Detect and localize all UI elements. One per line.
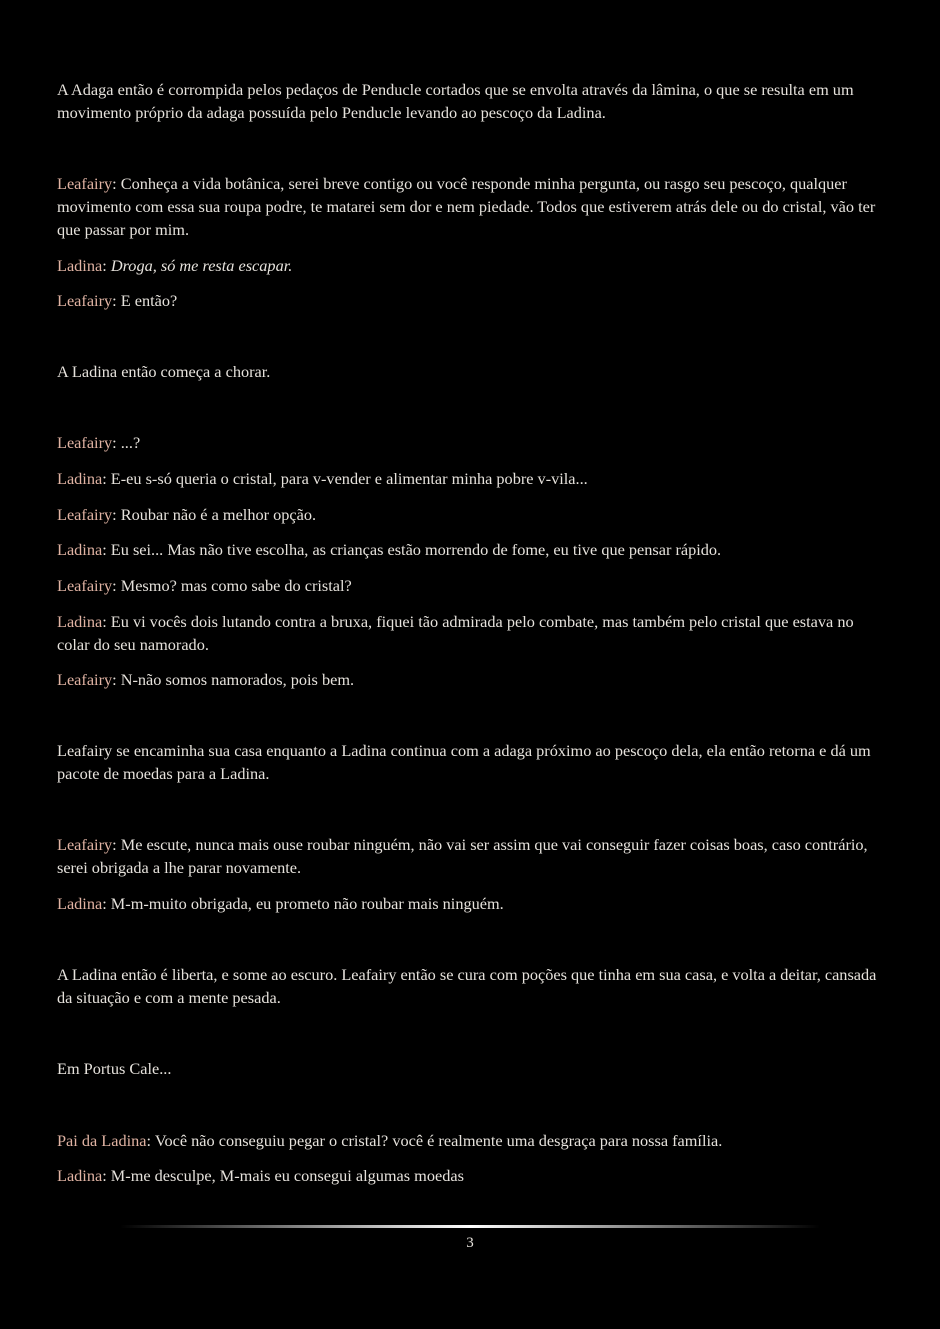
dialogue-line <box>57 289 887 312</box>
dialogue-line <box>57 538 887 561</box>
dialogue-text: : N-não somos namorados, pois bem. <box>112 670 355 689</box>
dialogue-text: : M-m-muito obrigada, eu prometo não roubar mais ninguém. <box>102 894 504 913</box>
speaker-name: Leafairy <box>57 670 113 689</box>
dialogue-text: : Mesmo? mas como sabe do cristal? <box>112 576 352 595</box>
dialogue-text: : E então? <box>112 291 178 310</box>
dialogue-text: : E-eu s-só queria o cristal, para v-vender e alimentar minha pobre v-vila... <box>102 469 588 488</box>
dialogue-line <box>57 431 887 454</box>
dialogue-thought: Droga, só me resta escapar. <box>110 256 293 275</box>
narration-paragraph: A Adaga então é corrompida pelos pedaços de Penducle cortados que se envolta através da lâmina, o que se resulta em um movimento próprio da adaga possuída pelo Penducle levando ao pescoço da Ladina. <box>57 80 854 122</box>
narration-paragraph: A Ladina então começa a chorar. <box>57 362 271 381</box>
scene-heading: Em Portus Cale... <box>57 1059 172 1078</box>
dialogue-text: : Eu sei... Mas não tive escolha, as crianças estão morrendo de fome, eu tive que pensar rápido. <box>102 540 722 559</box>
dialogue-text: : Roubar não é a melhor opção. <box>112 505 317 524</box>
dialogue-separator: : <box>102 256 111 275</box>
footer-divider <box>120 1225 820 1228</box>
speaker-name: Ladina <box>57 894 103 913</box>
dialogue-line <box>57 574 887 597</box>
dialogue-text: : Me escute, nunca mais ouse roubar ninguém, não vai ser assim que vai conseguir fazer coisas boas, caso contrário, serei obrigada a lhe parar novamente. <box>57 835 868 877</box>
speaker-name: Ladina <box>57 612 103 631</box>
dialogue-line <box>57 892 887 915</box>
dialogue-text: : M-me desculpe, M-mais eu consegui algumas moedas <box>102 1166 464 1185</box>
speaker-name: Ladina <box>57 1166 103 1185</box>
speaker-name: Ladina <box>57 469 103 488</box>
narration-paragraph: Leafairy se encaminha sua casa enquanto a Ladina continua com a adaga próximo ao pescoço dela, ela então retorna e dá um pacote de moedas para a Ladina. <box>57 741 871 783</box>
speaker-name: Leafairy <box>57 433 113 452</box>
dialogue-line <box>57 833 887 879</box>
dialogue-text: : Conheça a vida botânica, serei breve contigo ou você responde minha pergunta, ou rasgo seu pescoço, qualquer movimento com essa sua roupa podre, te matarei sem dor e nem piedade. Todos que estiverem atrás dele ou do cristal, vão ter que passar por mim. <box>57 174 876 239</box>
narration-paragraph: A Ladina então é liberta, e some ao escuro. Leafairy então se cura com poções que tinha em sua casa, e volta a deitar, cansada da situação e com a mente pesada. <box>57 965 877 1007</box>
dialogue-line <box>57 668 887 691</box>
speaker-name: Leafairy <box>57 174 113 193</box>
dialogue-text: : Você não conseguiu pegar o cristal? você é realmente uma desgraça para nossa família. <box>146 1131 723 1150</box>
dialogue-line <box>57 503 887 526</box>
dialogue-line <box>57 254 887 277</box>
dialogue-line <box>57 1164 887 1187</box>
page-number: 3 <box>466 1235 474 1251</box>
speaker-name: Pai da Ladina <box>57 1131 147 1150</box>
dialogue-line <box>57 172 887 241</box>
speaker-name: Leafairy <box>57 576 113 595</box>
speaker-name: Leafairy <box>57 505 113 524</box>
dialogue-line <box>57 1129 887 1152</box>
dialogue-text: : ...? <box>112 433 141 452</box>
speaker-name: Leafairy <box>57 291 113 310</box>
dialogue-line <box>57 610 887 656</box>
speaker-name: Leafairy <box>57 835 113 854</box>
dialogue-text: : Eu vi vocês dois lutando contra a bruxa, fiquei tão admirada pelo combate, mas também pelo cristal que estava no colar do seu namorado. <box>57 612 854 654</box>
dialogue-line <box>57 467 887 490</box>
speaker-name: Ladina <box>57 540 103 559</box>
speaker-name: Ladina <box>57 256 103 275</box>
